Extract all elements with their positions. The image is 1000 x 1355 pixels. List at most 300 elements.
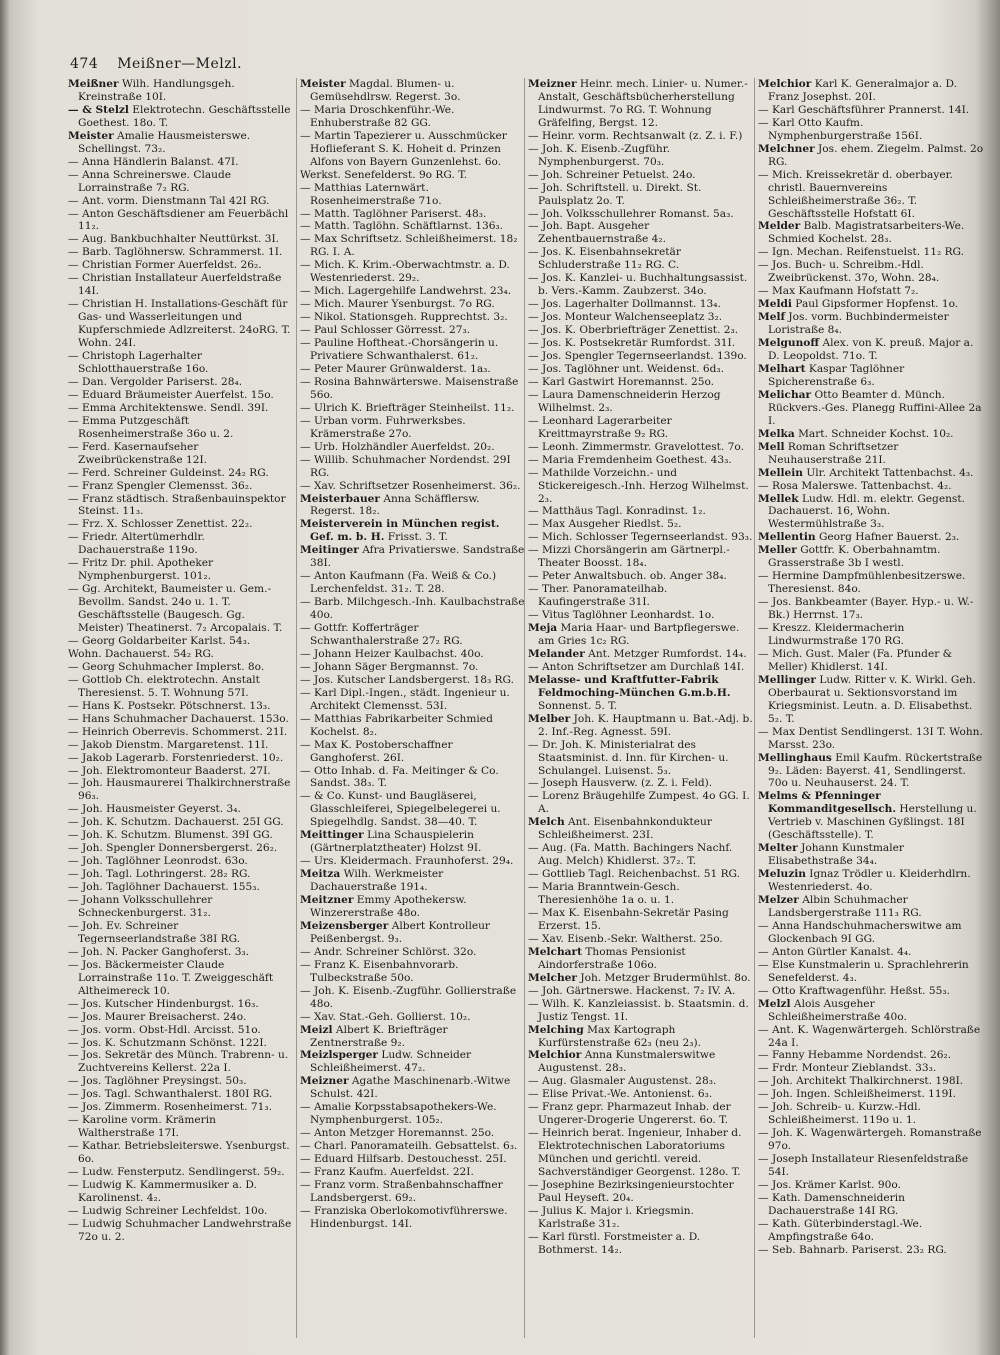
directory-entry bbox=[68, 713, 293, 726]
entry-text: — Jos. Sekretär des Münch. Trabrenn- u. Zuchtvereins Kellerst. 22a I. bbox=[68, 1049, 289, 1075]
entry-text: Agathe Maschinenarb.-Witwe Schulst. 42I. bbox=[310, 1075, 511, 1101]
directory-entry bbox=[300, 1049, 525, 1075]
directory-entry bbox=[68, 1140, 293, 1166]
entry-text: — Christian H. Installations-Geschäft für Gas- und Wasserleitungen und Kupferschmiede Adlzreiterst. 24oRG. T. Wohn. 24I. bbox=[68, 298, 291, 350]
entry-text: — Jos. Taglöhner unt. Weidenst. 6d₃. bbox=[528, 362, 724, 375]
entry-text: — Max Schriftsetz. Schleißheimerst. 18₂ RG. I. A. bbox=[300, 233, 518, 259]
directory-entry bbox=[300, 480, 525, 493]
directory-entry bbox=[528, 816, 753, 842]
column-3 bbox=[528, 78, 753, 1343]
entry-text: — Elise Privat.-We. Antonienst. 6₃. bbox=[528, 1088, 713, 1101]
entry-text: — Johann Heizer Kaulbachst. 40o. bbox=[300, 647, 484, 660]
entry-surname: Mellein bbox=[758, 466, 803, 479]
entry-surname: Mellek bbox=[758, 492, 799, 505]
entry-text: Ludw. Ritter v. K. Wirkl. Geh. Oberbaurat u. Sektionsvorstand im Kriegsminist. Leutn. a. D. Elisabethst. 5₂. T. bbox=[768, 673, 976, 725]
entry-text: Afra Privatierswe. Sandstraße 38I. bbox=[310, 544, 525, 570]
directory-entry bbox=[68, 1037, 293, 1050]
entry-text: — Eduard Bräumeister Auerfelst. 15o. bbox=[68, 388, 274, 401]
directory-entry bbox=[68, 480, 293, 493]
entry-text: Wohn. Dachauerst. 54₂ RG. bbox=[68, 647, 214, 660]
entry-text: — Heinrich Oberrevis. Schommerst. 21I. bbox=[68, 725, 288, 738]
entry-surname: Meizner bbox=[300, 1075, 349, 1088]
directory-entry bbox=[758, 428, 988, 441]
directory-entry bbox=[528, 946, 753, 972]
entry-text: Albert Kontrolleur Peißenbergst. 9₃. bbox=[310, 919, 490, 945]
directory-entry bbox=[300, 285, 525, 298]
entry-text: — Jos. K. Postsekretär Rumfordst. 31I. bbox=[528, 337, 736, 350]
directory-entry bbox=[528, 868, 753, 881]
directory-entry bbox=[300, 739, 525, 765]
entry-text: Ignaz Trödler u. Kleiderhdlrn. Westenriederst. 4o. bbox=[768, 868, 971, 894]
directory-entry bbox=[758, 298, 988, 311]
entry-text: — Seb. Bahnarb. Pariserst. 23₂ RG. bbox=[758, 1243, 947, 1256]
entry-surname: Melch bbox=[528, 816, 565, 829]
directory-entry bbox=[68, 1179, 293, 1205]
entry-text: — Joh. K. Schutzm. Dachauerst. 25I GG. bbox=[68, 816, 284, 829]
directory-entry bbox=[300, 1101, 525, 1127]
directory-entry bbox=[68, 208, 293, 234]
entry-text: — Matth. Taglöhn. Schäftlarnst. 136₃. bbox=[300, 220, 504, 233]
directory-entry bbox=[300, 311, 525, 324]
entry-text: — Kath. Damenschneiderin Dachauerstraße 14I RG. bbox=[758, 1191, 905, 1217]
entry-text: — Jos. Taglöhner Preysingst. 50₃. bbox=[68, 1075, 247, 1088]
directory-entry bbox=[528, 454, 753, 467]
entry-text: — Georg Goldarbeiter Karlst. 54₃. bbox=[68, 634, 251, 647]
directory-entry bbox=[528, 337, 753, 350]
directory-entry bbox=[300, 765, 525, 791]
directory-entry bbox=[758, 752, 988, 791]
entry-text: — Jos. K. Oberbriefträger Zenettist. 2₃. bbox=[528, 324, 739, 337]
entry-text: — Franz Spengler Clemensst. 36₂. bbox=[68, 479, 253, 492]
directory-entry bbox=[528, 1231, 753, 1257]
entry-text: — Jos. Bäckermeister Claude Lorrainstraße 11o. T. Zweiggeschäft Altheimereck 10. bbox=[68, 958, 274, 997]
directory-entry bbox=[528, 570, 753, 583]
entry-text: — Hans K. Postsekr. Pötschnerst. 13₃. bbox=[68, 699, 271, 712]
directory-entry bbox=[300, 1153, 525, 1166]
directory-entry bbox=[300, 454, 525, 480]
entry-surname: Meitinger bbox=[300, 544, 359, 557]
entry-text: — Jos. K. Schutzmann Schönst. 122I. bbox=[68, 1036, 267, 1049]
directory-entry bbox=[758, 998, 988, 1024]
entry-surname: Meittinger bbox=[300, 829, 364, 842]
entry-surname: Melzer bbox=[758, 894, 799, 907]
directory-entry bbox=[68, 700, 293, 713]
directory-entry bbox=[758, 1049, 988, 1062]
entry-surname: Meldi bbox=[758, 298, 792, 311]
entry-text: — Joh. K. Wagenwärtergeh. Romanstraße 97o. bbox=[758, 1127, 982, 1153]
entry-text: — Maria Fremdenheim Goethest. 43₃. bbox=[528, 453, 732, 466]
entry-text: — Xav. Eisenb.-Sekr. Waltherst. 25o. bbox=[528, 932, 723, 945]
entry-text: — Urb. Holzhändler Auerfeldst. 20₂. bbox=[300, 440, 495, 453]
entry-text: — Jos. Maurer Breisacherst. 24o. bbox=[68, 1010, 247, 1023]
directory-entry bbox=[300, 622, 525, 648]
directory-entry bbox=[68, 920, 293, 946]
directory-entry bbox=[68, 493, 293, 519]
entry-text: Herstellung u. Vertrieb v. Maschinen Gyßlingst. 18I (Geschäftsstelle). T. bbox=[768, 803, 977, 842]
entry-surname: Mellinger bbox=[758, 673, 816, 686]
directory-entry bbox=[758, 790, 988, 842]
entry-text: — Ludw. Fensterputz. Sendlingerst. 59₂. bbox=[68, 1166, 285, 1179]
entry-text: — Xav. Schriftsetzer Rosenheimerst. 36₂. bbox=[300, 479, 521, 492]
entry-text: — Maria Droschkenführ.-We. Enhuberstraße 82 GG. bbox=[300, 103, 455, 129]
entry-text: — Willib. Schuhmacher Nordendst. 29I RG. bbox=[300, 453, 511, 479]
directory-entry bbox=[300, 1024, 525, 1050]
entry-surname: Mell bbox=[758, 440, 785, 453]
directory-entry bbox=[758, 1153, 988, 1179]
directory-entry bbox=[528, 1127, 753, 1179]
entry-text: Max Kartograph Kurfürstenstraße 62₃ (neu 2₃). bbox=[538, 1023, 701, 1049]
entry-surname: Meister bbox=[68, 129, 114, 142]
directory-entry bbox=[300, 208, 525, 221]
directory-entry bbox=[300, 1011, 525, 1024]
entry-text: — Joh. Tagl. Lothringerst. 28₂ RG. bbox=[68, 868, 251, 881]
entry-text: Roman Schriftsetzer Neuhauserstraße 21I. bbox=[768, 440, 899, 466]
directory-entry bbox=[528, 842, 753, 868]
directory-entry bbox=[68, 1101, 293, 1114]
directory-entry bbox=[68, 441, 293, 467]
entry-text: — Josephine Bezirksingenieurstochter Paul Heyseft. 20₄. bbox=[528, 1179, 734, 1204]
directory-entry bbox=[528, 376, 753, 389]
page-number: 474 bbox=[70, 56, 99, 72]
directory-entry bbox=[758, 868, 988, 894]
directory-entry bbox=[68, 739, 293, 752]
entry-text: — Hans Schuhmacher Dachauerst. 153o. bbox=[68, 712, 289, 725]
entry-text: — Mich. K. Krim.-Oberwachtmstr. a. D. Westenriederst. 29₂. bbox=[300, 259, 510, 285]
entry-text: — Maria Branntwein-Gesch. Theresienhöhe 1a o. u. 1. bbox=[528, 881, 680, 907]
directory-entry bbox=[68, 674, 293, 700]
entry-text: — Joh. Ev. Schreiner Tegernseerlandstraße 38I RG. bbox=[68, 919, 241, 945]
entry-text: — Fanny Hebamme Nordendst. 26₂. bbox=[758, 1049, 952, 1062]
entry-text: — Fritz Dr. phil. Apotheker Nymphenburgerst. 101₂. bbox=[68, 557, 214, 583]
entry-text: — Anna Händlerin Balanst. 47I. bbox=[68, 155, 239, 168]
directory-entry bbox=[68, 959, 293, 998]
entry-text: — Karl fürstl. Forstmeister a. D. Bothmerst. 14₂. bbox=[528, 1230, 701, 1256]
entry-text: — Kreszz. Kleidermacherin Lindwurmstraße 170 RG. bbox=[758, 622, 905, 647]
entry-text: — Max K. Eisenbahn-Sekretär Pasing Erzerst. 15. bbox=[528, 907, 729, 932]
entry-text: — Anton Geschäftsdiener am Feuerbächl 11₂. bbox=[68, 207, 289, 233]
entry-text: — Otto Inhab. d. Fa. Meitinger & Co. Sandst. 38₃. T. bbox=[300, 764, 499, 790]
entry-text: — Jos. vorm. Obst-Hdl. Arcisst. 51o. bbox=[68, 1023, 261, 1036]
directory-entry bbox=[528, 246, 753, 272]
directory-entry bbox=[300, 713, 525, 739]
entry-surname: Meizner bbox=[528, 78, 577, 90]
entry-surname: Meluzin bbox=[758, 868, 806, 881]
entry-text: — Joh. Ingen. Schleißheimerst. 119I. bbox=[758, 1088, 956, 1101]
entry-text: — Karl Dipl.-Ingen., städt. Ingenieur u. Architekt Clemensst. 53I. bbox=[300, 686, 510, 712]
directory-entry bbox=[528, 1088, 753, 1101]
entry-text: Maria Haar- und Bartpflegerswe. am Gries 1c₂ RG. bbox=[538, 622, 740, 647]
directory-entry bbox=[300, 441, 525, 454]
directory-entry bbox=[68, 78, 293, 104]
entry-text: — Franziska Oberlokomotivführerswe. Hindenburgst. 14I. bbox=[300, 1204, 508, 1230]
entry-surname: Meizensberger bbox=[300, 919, 389, 932]
directory-entry bbox=[300, 570, 525, 596]
entry-text: Wilh. Werkmeister Dachauerstraße 191₄. bbox=[310, 868, 444, 894]
directory-entry bbox=[300, 920, 525, 946]
entry-text: — Peter Anwaltsbuch. ob. Anger 38₄. bbox=[528, 570, 727, 583]
directory-entry bbox=[300, 894, 525, 920]
directory-entry bbox=[528, 182, 753, 208]
entry-text: Alois Ausgeher Schleißheimerstraße 40o. bbox=[768, 997, 907, 1023]
directory-entry bbox=[528, 220, 753, 246]
entry-surname: Melder bbox=[758, 220, 801, 233]
directory-entry bbox=[528, 441, 753, 454]
entry-text: — Gottlob Ch. elektrotechn. Anstalt Theresienst. 5. T. Wohnung 57I. bbox=[68, 673, 260, 699]
entry-text: — Aug. Glasmaler Augustenst. 28₃. bbox=[528, 1075, 717, 1088]
entry-text: — Hermine Dampfmühlenbesitzerswe. Theresienst. 84o. bbox=[758, 570, 966, 596]
column-divider bbox=[524, 78, 525, 1338]
directory-entry bbox=[300, 855, 525, 868]
directory-entry bbox=[68, 298, 293, 350]
entry-text: — Jos. Monteur Walchenseeplatz 3₂. bbox=[528, 311, 723, 324]
directory-entry bbox=[68, 1024, 293, 1037]
entry-text: — Mich. Kreissekretär d. oberbayer. christl. Bauernvereins Schleißheimerstraße 36₂. T. Geschäftsstelle Hofstatt 6I. bbox=[758, 168, 953, 220]
directory-entry bbox=[758, 894, 988, 920]
entry-text: Ulr. Architekt Tattenbachst. 4₃. bbox=[802, 466, 974, 479]
entry-text: Paul Gipsformer Hopfenst. 1o. bbox=[791, 298, 959, 311]
entry-text: — & Co. Kunst- und Baugläserei, Glasschleiferei, Spiegelbelegerei u. Spiegelhdlg. Sandst. 38—40. T. bbox=[300, 790, 501, 829]
entry-text: — Mich. Lagergehilfe Landwehrst. 23₄. bbox=[300, 285, 512, 298]
entry-surname: Melchior bbox=[758, 78, 812, 90]
entry-text: Karl K. Generalmajor a. D. Franz Josephst. 20I. bbox=[768, 78, 957, 103]
directory-entry bbox=[528, 907, 753, 933]
entry-text: — Ign. Mechan. Reifenstuelst. 11₂ RG. bbox=[758, 246, 965, 259]
entry-text: — Jos. Lagerhalter Dollmannst. 13₄. bbox=[528, 298, 721, 311]
entry-text: — Jos. Kutscher Landsbergerst. 18₃ RG. bbox=[300, 673, 514, 686]
entry-text: — Joh. Schreib- u. Kurzw.-Hdl. Schleißheimerst. 119o u. 1. bbox=[758, 1101, 921, 1127]
entry-text: — Gg. Architekt, Baumeister u. Gem.-Bevollm. Sandst. 24o u. 1. T. Geschäftsstelle (Baugesch. Gg. Meister) Theatinerst. 7₂ Arcopalais. T. bbox=[68, 583, 283, 635]
directory-entry bbox=[758, 246, 988, 259]
entry-text: Anna Kunstmalerswitwe Augustenst. 28₃. bbox=[538, 1049, 716, 1075]
column-divider bbox=[296, 78, 297, 1338]
directory-entry bbox=[758, 622, 988, 648]
directory-entry bbox=[528, 143, 753, 169]
directory-entry bbox=[758, 1062, 988, 1075]
directory-entry bbox=[528, 648, 753, 661]
directory-entry bbox=[528, 1075, 753, 1088]
column-2 bbox=[300, 78, 525, 1343]
entry-text: — Franz K. Eisenbahnvorarb. Tulbeckstraße 50o. bbox=[300, 958, 459, 984]
entry-surname: Melzl bbox=[758, 997, 791, 1010]
directory-entry bbox=[758, 1075, 988, 1088]
entry-text: — Anton Schriftsetzer am Durchlaß 14I. bbox=[528, 660, 745, 673]
entry-text: — Christian Former Auerfeldst. 26₂. bbox=[68, 259, 262, 272]
directory-entry bbox=[758, 959, 988, 985]
entry-text: Balb. Magistratsarbeiters-We. Schmied Kochelst. 28₃. bbox=[768, 220, 965, 246]
entry-text: — Max K. Postoberschaffner Ganghoferst. 26I. bbox=[300, 738, 453, 764]
entry-text: — Anton Gürtler Kanalst. 4₄. bbox=[758, 945, 912, 958]
directory-entry bbox=[68, 1049, 293, 1075]
directory-entry bbox=[528, 311, 753, 324]
entry-text: — Rosa Malerswe. Tattenbachst. 4₂. bbox=[758, 479, 952, 492]
directory-entry bbox=[300, 661, 525, 674]
directory-entry bbox=[528, 169, 753, 182]
entry-surname: Meizlsperger bbox=[300, 1049, 378, 1062]
entry-text: — Leonhard Lagerarbeiter Kreittmayrstraße 9₂ RG. bbox=[528, 414, 672, 440]
entry-text: Sonnenst. 5. T. bbox=[538, 699, 618, 712]
directory-entry bbox=[758, 985, 988, 998]
directory-entry bbox=[300, 1140, 525, 1153]
entry-text: — Joh. Taglöhner Dachauerst. 155₃. bbox=[68, 881, 260, 894]
entry-text: — Xav. Stat.-Geh. Gollierst. 10₂. bbox=[300, 1010, 471, 1023]
entry-text: — Joh. Spengler Donnersbergerst. 26₂. bbox=[68, 842, 278, 855]
directory-entry bbox=[68, 1166, 293, 1179]
entry-text: — Anton Kaufmann (Fa. Weiß & Co.) Lerchenfeldst. 31₂. T. 28. bbox=[300, 570, 497, 596]
directory-entry bbox=[68, 169, 293, 195]
directory-entry bbox=[528, 713, 753, 739]
directory-entry bbox=[68, 272, 293, 298]
entry-text: — Paul Schlosser Görresst. 27₃. bbox=[300, 324, 471, 337]
directory-entry bbox=[300, 363, 525, 376]
directory-entry bbox=[68, 195, 293, 208]
directory-entry bbox=[300, 959, 525, 985]
directory-entry bbox=[300, 648, 525, 661]
entry-text: — Otto Kraftwagenführ. Heßst. 55₃. bbox=[758, 984, 950, 997]
directory-entry bbox=[68, 156, 293, 169]
entry-text: — Urs. Kleidermach. Fraunhoferst. 29₄. bbox=[300, 855, 514, 868]
directory-entry bbox=[300, 402, 525, 415]
entry-text: — Jos. Kutscher Hindenburgst. 16₃. bbox=[68, 997, 259, 1010]
entry-text: — Ludwig Schuhmacher Landwehrstraße 72o u. 2. bbox=[68, 1217, 292, 1243]
directory-entry bbox=[758, 1192, 988, 1218]
directory-entry bbox=[68, 881, 293, 894]
directory-entry bbox=[68, 946, 293, 959]
entry-text: — Joseph Hausverw. (z. Z. i. Feld). bbox=[528, 777, 713, 790]
directory-entry bbox=[528, 518, 753, 531]
entry-text: — Joh. Bapt. Ausgeher Zehentbauernstraße 4₂. bbox=[528, 220, 667, 246]
directory-entry bbox=[300, 493, 525, 519]
entry-text: — Anton Metzger Horemannst. 25o. bbox=[300, 1127, 495, 1140]
entry-surname: Meizl bbox=[300, 1023, 333, 1036]
directory-entry bbox=[528, 933, 753, 946]
entry-text: Thomas Pensionist Aindorferstraße 106o. bbox=[538, 945, 686, 971]
directory-entry bbox=[758, 570, 988, 596]
entry-text: Albert K. Briefträger Zentnerstraße 9₂. bbox=[310, 1023, 448, 1049]
directory-entry bbox=[528, 350, 753, 363]
entry-surname: Meitza bbox=[300, 868, 341, 881]
directory-entry bbox=[758, 337, 988, 363]
entry-text: — Amalie Korpsstabsapothekers-We. Nymphenburgerst. 105₂. bbox=[300, 1101, 497, 1127]
entry-text: — Mizzi Chorsängerin am Gärtnerpl.-Theater Boosst. 18₄. bbox=[528, 544, 730, 570]
entry-text: — Joh. Volksschullehrer Romanst. 5a₃. bbox=[528, 207, 734, 220]
directory-entry bbox=[528, 531, 753, 544]
directory-entry bbox=[68, 829, 293, 842]
entry-text: Albin Schuhmacher Landsbergerstraße 111₃ RG. bbox=[768, 894, 922, 919]
directory-entry bbox=[758, 842, 988, 868]
entry-surname: Melchior bbox=[528, 1049, 582, 1062]
entry-text: — Gottfr. Kofferträger Schwanthalerstraße 27₂ RG. bbox=[300, 622, 463, 647]
directory-entry bbox=[68, 246, 293, 259]
entry-text: — Leonh. Zimmermstr. Gravelottest. 7o. bbox=[528, 440, 744, 453]
entry-text: — Matthias Laternwärt. Rosenheimerstraße 71o. bbox=[300, 181, 442, 207]
entry-text: — Mich. Gust. Maler (Fa. Pfunder & Meller) Khidlerst. 14I. bbox=[758, 647, 953, 673]
entry-text: — Martin Tapezierer u. Ausschmücker Hoflieferant S. K. Hoheit d. Prinzen Alfons von Bayern Gunzenlehst. 6o. bbox=[300, 129, 507, 168]
entry-text: — Matthias Fabrikarbeiter Schmied Kochelst. 8₂. bbox=[300, 712, 493, 738]
entry-text: — Anna Handschuhmacherswitwe am Glockenbach 9I GG. bbox=[758, 919, 962, 945]
entry-text: — Joh. Hausmaurerei Thalkirchnerstraße 96₃. bbox=[68, 777, 291, 803]
entry-surname: — & Stelzl bbox=[68, 103, 129, 116]
entry-text: — Aug. Bankbuchhalter Neuttürkst. 3I. bbox=[68, 233, 280, 246]
entry-text: Joh. K. Hauptmann u. Bat.-Adj. b. 2. Inf.-Reg. Agnesst. 59I. bbox=[538, 712, 753, 738]
entry-text: — Joh. Taglöhner Leonrodst. 63o. bbox=[68, 855, 248, 868]
directory-entry bbox=[300, 1075, 525, 1101]
directory-entry bbox=[758, 467, 988, 480]
directory-entry bbox=[68, 583, 293, 635]
entry-text: — Charl. Panoramateilh. Gebsattelst. 6₃. bbox=[300, 1140, 518, 1153]
entry-text: — Jos. Spengler Tegernseerlandst. 139o. bbox=[528, 350, 747, 363]
directory-entry bbox=[300, 259, 525, 285]
directory-entry bbox=[68, 855, 293, 868]
directory-entry bbox=[300, 337, 525, 363]
column-4 bbox=[758, 78, 988, 1343]
entry-surname: Meißner bbox=[68, 78, 119, 90]
entry-text: — Eduard Hilfsarb. Destouchesst. 25I. bbox=[300, 1153, 507, 1166]
entry-text: — Joh. Schreiner Petuelst. 24o. bbox=[528, 168, 696, 181]
entry-text: Emmy Apothekersw. Winzererstraße 48o. bbox=[310, 894, 467, 919]
entry-text: — Matthäus Tagl. Konradinst. 1₂. bbox=[528, 505, 706, 518]
directory-entry bbox=[528, 674, 753, 713]
directory-entry bbox=[758, 285, 988, 298]
directory-entry bbox=[758, 648, 988, 674]
directory-entry bbox=[528, 661, 753, 674]
directory-entry bbox=[300, 233, 525, 259]
entry-text: Joh. Metzger Brudermühlst. 8o. bbox=[576, 971, 751, 984]
entry-text: — Karl Gastwirt Horemannst. 25o. bbox=[528, 375, 715, 388]
directory-entry bbox=[300, 104, 525, 130]
directory-entry bbox=[758, 920, 988, 946]
entry-text: — Gottlieb Tagl. Reichenbachst. 51 RG. bbox=[528, 868, 741, 881]
entry-text: — Andr. Schreiner Schlörst. 32o. bbox=[300, 945, 477, 958]
entry-text: — Georg Schuhmacher Implerst. 8o. bbox=[68, 660, 265, 673]
column-1 bbox=[68, 78, 293, 1343]
directory-entry bbox=[300, 829, 525, 855]
entry-text: — Barb. Milchgesch.-Inh. Kaulbachstraße 40o. bbox=[300, 596, 525, 622]
directory-entry bbox=[758, 1127, 988, 1153]
entry-text: — Joh. Schriftstell. u. Direkt. St. Paulsplatz 2o. T. bbox=[528, 181, 702, 207]
directory-entry bbox=[758, 674, 988, 726]
entry-surname: Meisterbauer bbox=[300, 492, 380, 505]
entry-text: — Franz städtisch. Straßenbauinspektor Steinst. 11₃. bbox=[68, 492, 286, 518]
entry-text: Elektrotechn. Geschäftsstelle Goethest. 18o. T. bbox=[78, 103, 291, 129]
directory-entry bbox=[68, 1205, 293, 1218]
directory-entry bbox=[528, 609, 753, 622]
directory-entry bbox=[528, 505, 753, 518]
column-divider bbox=[754, 78, 755, 1338]
directory-entry bbox=[758, 143, 988, 169]
entry-text: — Laura Damenschneiderin Herzog Wilhelmst. 2₃. bbox=[528, 388, 721, 414]
directory-entry bbox=[528, 544, 753, 570]
directory-entry bbox=[68, 1075, 293, 1088]
entry-text: — Heinr. vorm. Rechtsanwalt (z. Z. i. F.) bbox=[528, 129, 743, 142]
directory-entry bbox=[300, 415, 525, 441]
directory-entry bbox=[68, 752, 293, 765]
directory-entry bbox=[68, 1114, 293, 1140]
directory-entry bbox=[528, 1024, 753, 1050]
directory-entry bbox=[528, 1101, 753, 1127]
entry-surname: Melka bbox=[758, 427, 795, 440]
entry-text: Jos. vorm. Buchbindermeister Loristraße 8₄. bbox=[768, 311, 949, 337]
directory-entry bbox=[68, 467, 293, 480]
directory-entry bbox=[68, 842, 293, 855]
directory-entry bbox=[68, 104, 293, 130]
entry-text: Anna Schäfflersw. Regerst. 18₂. bbox=[310, 492, 480, 518]
directory-entry bbox=[300, 1127, 525, 1140]
entry-surname: Melching bbox=[528, 1023, 584, 1036]
entry-text: — Jakob Dienstm. Margaretenst. 11I. bbox=[68, 738, 269, 751]
directory-entry bbox=[528, 985, 753, 998]
entry-text: Georg Hafner Bauerst. 2₃. bbox=[815, 531, 960, 544]
entry-text: — Ludwig Schreiner Lechfeldst. 10o. bbox=[68, 1204, 268, 1217]
